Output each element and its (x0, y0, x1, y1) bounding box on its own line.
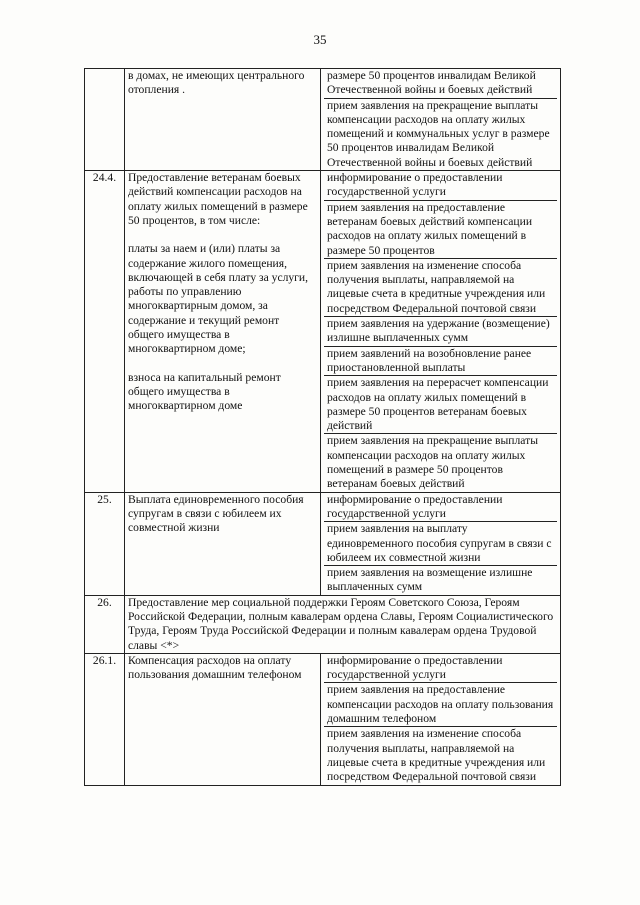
service-item (324, 316, 557, 346)
service-text: прием заявления на предоставление компенсации расходов на оплату пользования домашним телефоном (327, 683, 554, 726)
service-item (324, 98, 557, 170)
row-number: 25. (85, 492, 125, 595)
service-text: размере 50 процентов инвалидам Великой Отечественной войны и боевых действий (327, 69, 536, 97)
service-text: прием заявлений на возобновление ранее приостановленной выплаты (327, 346, 532, 374)
service-item (324, 726, 557, 784)
section-heading: Предоставление мер социальной поддержки Героям Советского Союза, Героям Российской Федерации, полным кавалерам ордена Славы, Героям Социалистического Труда, Героям Труда Российской Федерации и полным кавалерам ордена Трудовой славы <*> (125, 595, 561, 653)
service-text: информирование о предоставлении государственной услуги (327, 653, 503, 682)
services-list (321, 492, 561, 595)
service-text: прием заявления на предоставление ветеранам боевых действий компенсации расходов на оплату жилых помещений в размере 50 процентов (327, 200, 533, 257)
description-text: Компенсация расходов на оплату пользования домашним телефоном (128, 653, 302, 682)
service-text: информирование о предоставлении государственной услуги (327, 171, 503, 199)
services-table (84, 68, 561, 786)
service-text: информирование о предоставлении государственной услуги (327, 492, 503, 520)
description-text: Выплата единовременного пособия супругам в связи с юбилеем их совместной жизни (128, 492, 304, 535)
service-text: прием заявления на выплату единовременного пособия супругам в связи с юбилеем их совместной жизни (327, 522, 552, 564)
service-item (324, 493, 557, 522)
service-item (324, 682, 557, 726)
table-row (85, 492, 561, 595)
service-item (324, 433, 557, 491)
row-number: 24.4. (85, 171, 125, 493)
description-text: платы за наем и (или) платы за содержание жилого помещения, включающей в себя плату за услуги, работы по управлению многоквартирным домом, за содержание и текущий ремонт общего имущества в многоквартирном доме; (128, 242, 309, 356)
page-number: 35 (313, 32, 327, 47)
service-text: прием заявления на изменение способа получения выплаты, направляемой на лицевые счета в кредитные учреждения или посредством Федеральной почтовой связи (327, 727, 546, 784)
row-description (125, 69, 321, 171)
row-description (125, 492, 321, 595)
service-item (324, 654, 557, 683)
services-list (321, 171, 561, 493)
row-number: 26. (85, 595, 125, 653)
table-row (85, 653, 561, 785)
service-item (324, 565, 557, 595)
service-item (324, 375, 557, 433)
description-text: Предоставление ветеранам боевых действий компенсации расходов на оплату жилых помещений в размере 50 процентов, в том числе: (128, 171, 308, 227)
description-text: взноса на капитальный ремонт общего имущества в многоквартирном доме (128, 370, 281, 413)
description-text: в домах, не имеющих центрального отопления . (128, 69, 305, 97)
row-number: 26.1. (85, 653, 125, 785)
table-row (85, 595, 561, 653)
services-list (321, 653, 561, 785)
table-row (85, 69, 561, 171)
service-text: прием заявления на перерасчет компенсации расходов на оплату жилых помещений в размере 50 процентов ветеранам боевых действий (327, 376, 549, 433)
row-number (85, 69, 125, 171)
table-row (85, 171, 561, 493)
service-item (324, 258, 557, 316)
service-text: прием заявления на изменение способа получения выплаты, направляемой на лицевые счета в кредитные учреждения или посредством Федеральной почтовой связи (327, 258, 546, 315)
service-item (324, 200, 557, 258)
service-text: прием заявления на прекращение выплаты компенсации расходов на оплату жилых помещений и коммунальных услуг в размере 50 процентов инвалидам Великой Отечественной войны и боевых действий (327, 98, 550, 169)
service-text: прием заявления на прекращение выплаты компенсации расходов на оплату жилых помещений в размере 50 процентов ветеранам боевых действий (327, 434, 538, 491)
service-text: прием заявления на удержание (возмещение) излишне выплаченных сумм (327, 317, 550, 345)
service-text: прием заявления на возмещение излишне выплаченных сумм (327, 566, 533, 594)
row-description (125, 653, 321, 785)
service-item (324, 171, 557, 200)
service-item (324, 521, 557, 565)
services-list (321, 69, 561, 171)
service-item (324, 69, 557, 98)
service-item (324, 346, 557, 376)
row-description (125, 171, 321, 493)
